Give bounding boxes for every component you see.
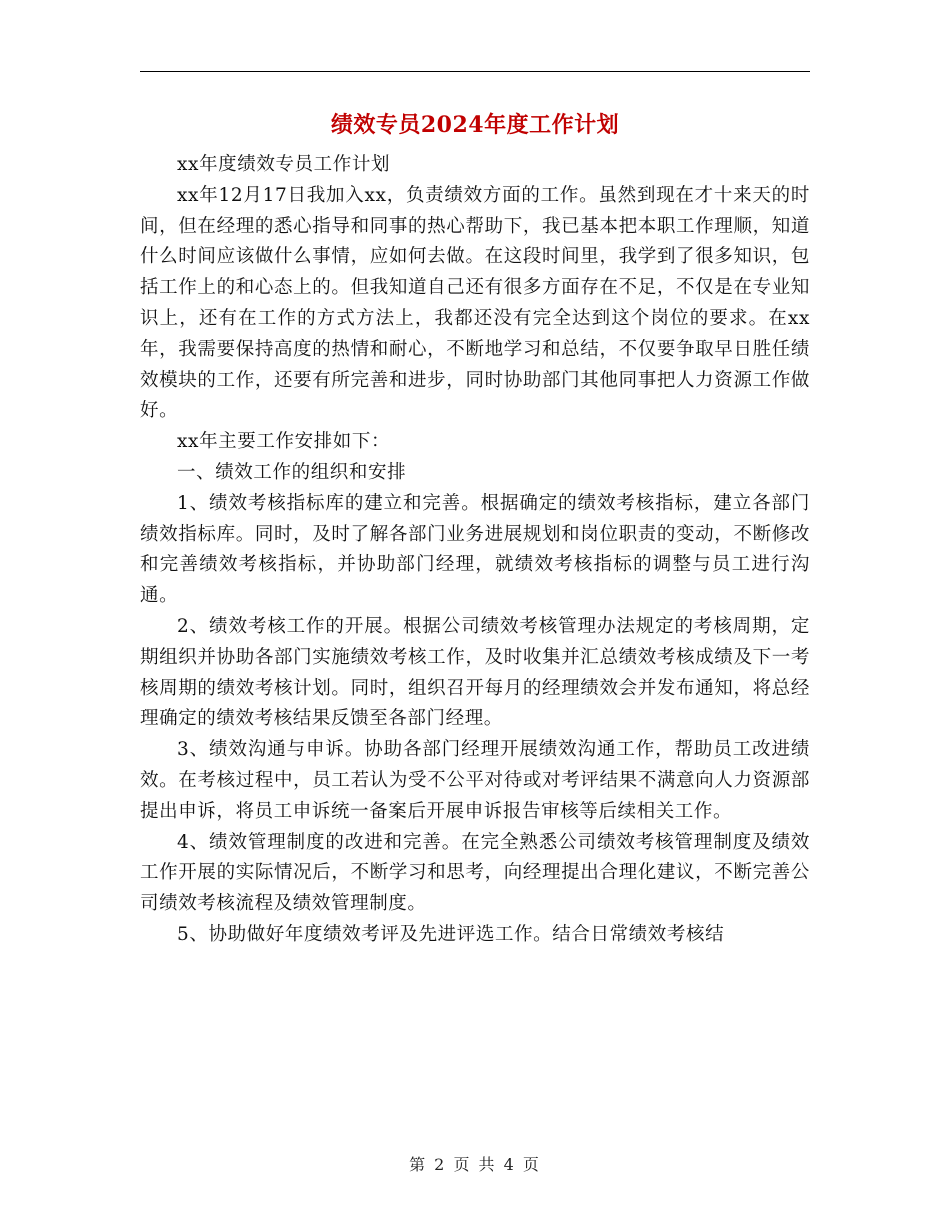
section-heading-1: 一、绩效工作的组织和安排 [177, 461, 407, 483]
paragraph-subtitle: xx年度绩效专员工作计划 [177, 154, 391, 175]
list-item-5: 5、协助做好年度绩效考评及先进评选工作。结合日常绩效考核结 [177, 923, 725, 945]
paragraph-intro: xx年12月17日我加入xx，负责绩效方面的工作。虽然到现在才十来天的时间，但在经理的悉心指导和同事的热心帮助下，我已基本把本职工作理顺，知道什么时间应该做什么事情，应如何去做。在这段时间里，我学到了很多知识，包括工作上的和心态上的。但我知道自己还有很多方面存在不足，不仅是在专业知识上，还有在工作的方式方法上，我都还没有完全达到这个岗位的要求。在xx年，我需要保持高度的热情和耐心，不断地学习和总结，不仅要争取早日胜任绩效模块的工作，还要有所完善和进步，同时协助部门其他同事把人力资源工作做好。 [140, 184, 810, 422]
list-item-4: 4、绩效管理制度的改进和完善。在完全熟悉公司绩效考核管理制度及绩效工作开展的实际情况后，不断学习和思考，向经理提出合理化建议，不断完善公司绩效考核流程及绩效管理制度。 [140, 831, 810, 915]
list-item-2: 2、绩效考核工作的开展。根据公司绩效考核管理办法规定的考核周期，定期组织并协助各部门实施绩效考核工作，及时收集并汇总绩效考核成绩及下一考核周期的绩效考核计划。同时，组织召开每月的经理绩效会并发布通知，将总经理确定的绩效考核结果反馈至各部门经理。 [140, 615, 810, 730]
list-item-3: 3、绩效沟通与申诉。协助各部门经理开展绩效沟通工作，帮助员工改进绩效。在考核过程中，员工若认为受不公平对待或对考评结果不满意向人力资源部提出申诉，将员工申诉统一备案后开展申诉报告审核等后续相关工作。 [140, 739, 810, 822]
header-rule [140, 71, 810, 72]
list-item-1: 1、绩效考核指标库的建立和完善。根据确定的绩效考核指标，建立各部门绩效指标库。同时，及时了解各部门业务进展规划和岗位职责的变动，不断修改和完善绩效考核指标，并协助部门经理，就绩效考核指标的调整与员工进行沟通。 [140, 492, 810, 607]
document-body [140, 150, 810, 951]
paragraph-arrangement: xx年主要工作安排如下： [177, 431, 391, 453]
document-title: 绩效专员2024年度工作计划 [330, 112, 620, 138]
page-number: 第 2 页 共 4 页 [409, 1155, 541, 1174]
